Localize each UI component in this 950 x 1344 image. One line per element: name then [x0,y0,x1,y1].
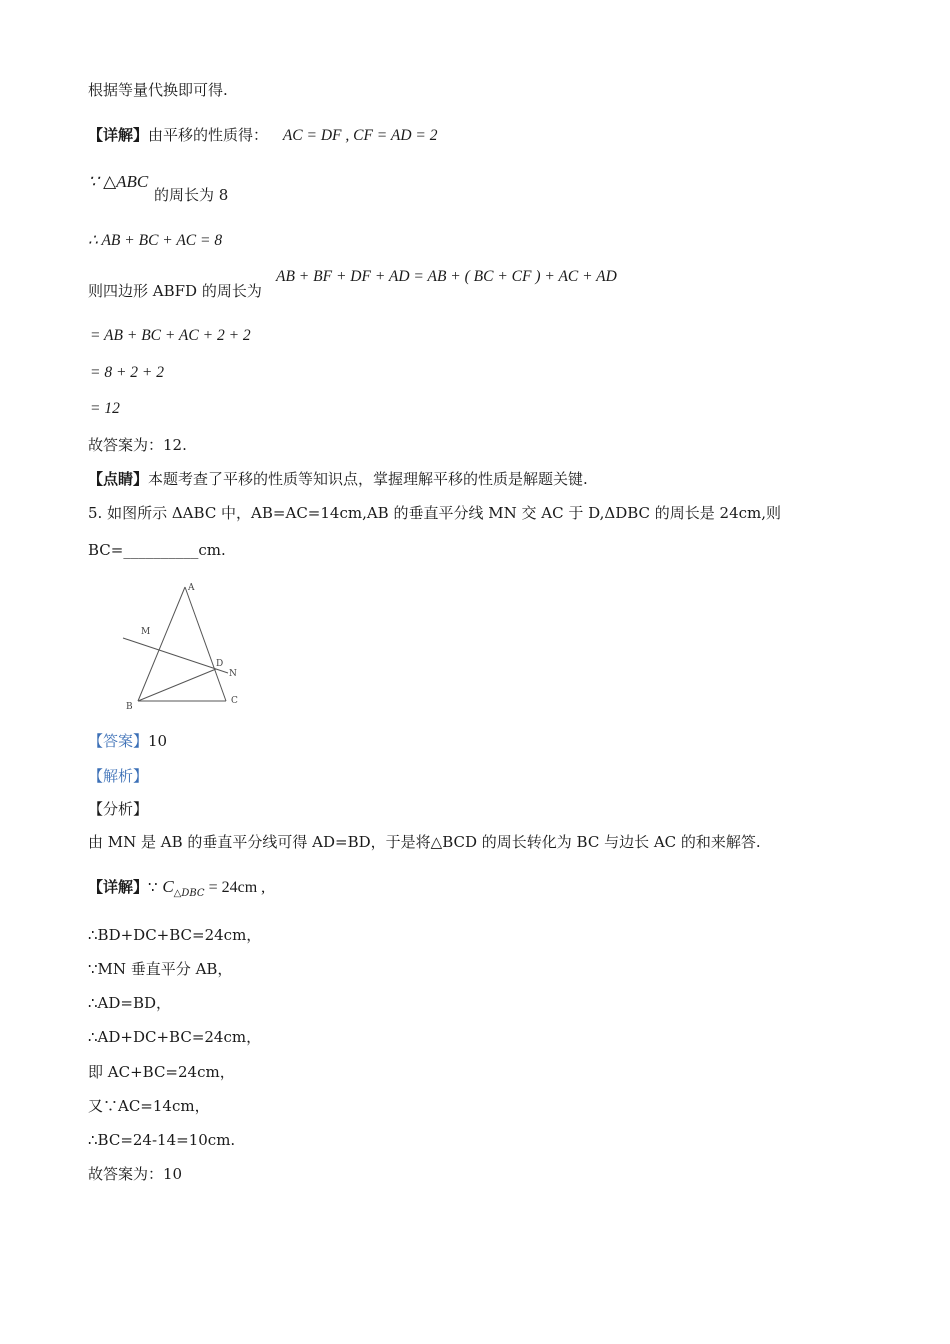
detail-tag-2: 【详解】 [88,878,149,896]
text-line-4 [88,230,222,251]
step-6: 又∵AC=14cm， [88,1097,210,1115]
line-3-math: ∵ △ABC [88,172,149,191]
text-line-8 [90,398,120,419]
side-ac [185,587,226,701]
question-5-line-1: 5. 如图所示 ΔABC 中，AB=AC=14cm,AB 的垂直平分线 MN 交 AC 于 D,ΔDBC 的周长是 24cm,则 [88,504,782,522]
label-d: D [216,659,224,669]
detail-because: ∵ [148,878,163,896]
line-4-math: ∴ AB + BC + AC = 8 [88,232,223,249]
label-c: C [231,696,238,706]
step-4: ∴AD+DC+BC=24cm， [88,1028,262,1046]
text-line-6 [90,325,251,346]
line-8-math: = 12 [90,400,120,417]
line-6-math: = AB + BC + AC + 2 + 2 [90,327,251,344]
line-2-text: 由平移的性质得： [148,126,269,144]
step-3: ∴AD=BD， [88,994,172,1012]
line-mn [123,638,228,673]
step-7: ∴BC=24-14=10cm. [88,1131,236,1149]
text-line-10 [88,469,588,489]
answer-value: 10 [148,732,168,750]
side-ab [138,587,185,701]
analysis-tag: 【解析】 [88,767,149,785]
line-5-math-text: AB + BF + DF + AD = AB + ( BC + CF ) + AC + AD [276,268,617,285]
label-b: B [126,702,133,712]
triangle-diagram [118,575,248,715]
answer-line [88,731,167,751]
detail-rest: = 24cm , [204,879,266,896]
label-a: A [188,583,195,593]
detail-tag: 【详解】 [88,126,149,144]
line-7-math: = 8 + 2 + 2 [90,364,165,381]
text-line-1: 根据等量代换即可得. [88,81,228,99]
step-2: ∵MN 垂直平分 AB， [88,960,233,978]
question-5-line-2: BC=__________cm. [88,541,226,559]
text-line-3 [88,172,148,192]
line-5-math [276,266,617,287]
text-line-7 [90,362,164,383]
label-n: N [229,669,237,679]
answer-tag: 【答案】 [88,732,149,750]
detail-c: C [162,877,174,896]
dianjing-tag: 【点睛】 [88,470,149,488]
fenxi-text: 由 MN 是 AB 的垂直平分线可得 AD=BD，于是将△BCD 的周长转化为 BC 与边长 AC 的和来解答. [88,833,761,851]
line-10-text: 本题考查了平移的性质等知识点，掌握理解平移的性质是解题关键. [148,470,588,488]
step-5: 即 AC+BC=24cm， [88,1063,235,1081]
detail-sub: △DBC [173,888,205,899]
fenxi-tag: 【分析】 [88,800,149,818]
line-3-text: 的周长为 8 [154,186,229,204]
line-2-math: AC = DF , CF = AD = 2 [282,127,438,144]
label-m: M [141,627,151,637]
detail-line [88,877,265,904]
text-line-2 [88,125,437,146]
step-8: 故答案为：10 [88,1165,183,1183]
text-line-5: 则四边形 ABFD 的周长为 [88,282,262,300]
text-line-9: 故答案为：12. [88,436,187,454]
triangle-figure [118,575,248,715]
step-1: ∴BD+DC+BC=24cm， [88,926,262,944]
